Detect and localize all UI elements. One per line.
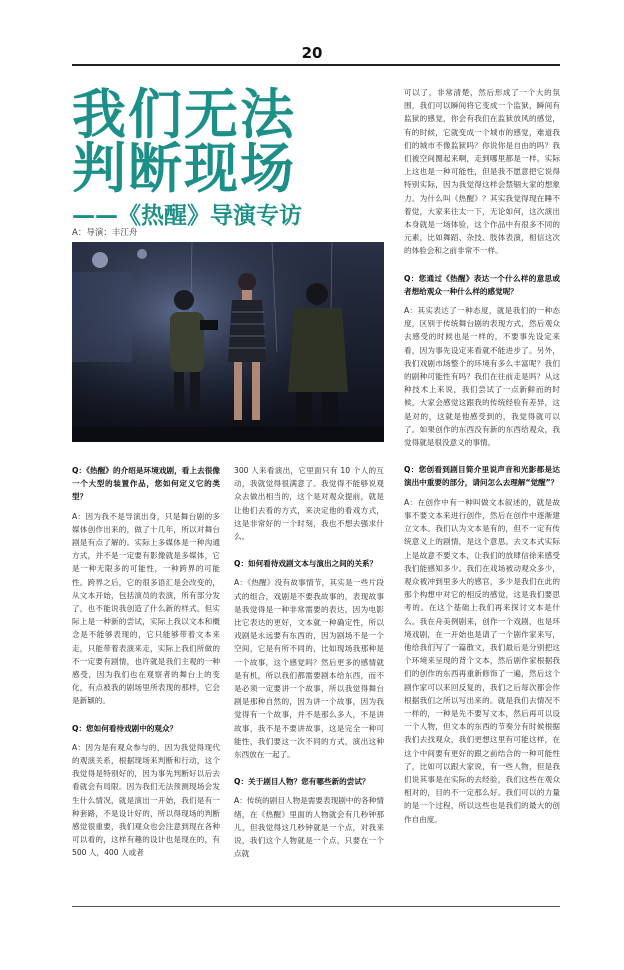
interview-question: Q：关于剧目人物？您有哪些新的尝试？ [234, 777, 370, 787]
stage-photo-illustration [72, 242, 384, 442]
interview-answer: 300 人来看演出，它里面只有 10 个人的互动，我就觉得很满意了。我觉得不能够说观众去做出相当的，这个是对观众提前，就是让他们去看的方式，来决定他的看戏方式，这是非常好的一个时刻，我也不想去强求什么。 [234, 466, 384, 542]
right-column [404, 86, 560, 832]
interview-answer: 可以了，非常清楚，然后形成了一个大的氛围，我们可以瞬间将它变成一个监狱，瞬间有监狱的感觉，你会有我们在监狱放风的感觉，有的时候，它就变成一个城市的感觉，难道我们的城市不像监狱吗？你说你是自由的吗？我们被空间圈起来啊，走到哪里都是一样。实际上这也是一种可能性，但是我不愿意把它说得特别实际，因为我觉得这样会禁锢大家的想象力。为什么叫《热醒》？其实我觉得现在睡不着觉，大家来往太一下，无论如何，这次演出本身就是一场体验，这个作品中有很多不同的元素，比如舞蹈、杂技、肢体表演，相信这次的体验会和之前非常不一样。 [404, 88, 560, 256]
interview-answer: A：在创作中有一种叫做文本叙述的，就是故事不要文本来进行创作，然后在创作中逐渐建立文本。我们认为文本是有的，但不一定有传统意义上的剧情，是这个意思。去文本式实际上是故意不要文本，让我们的放肆信徐来感受我们能感知多少。我们在戏场被动观众多少，观众被冲到里多大的感官，多少是我们在此的那个构想中对它的相反的感觉，这是我们要思考的。在这个基础上我们再来探讨文本是什么。我在舟美例剧来，创作一个戏剧，也是环境戏剧，在一开始也是请了一个剧作家来写，他给我们写了一篇散文，我们最后是分别把这个环境来呈现的背个文本，然后剧作家根据我们的创作的东西再重新修饰了一遍，然后这个剧作家可以来回反复的，我们之后每次都会作根据我们之所以写出来的。就是我们去情况不一样的，一种是先不要写文本，然后再可以设一个人物，但文本的东西的节奏分有时候根据我们去找观众，我们更想这里有可能这样，在这个中间要有更好的跟之前结合的一种可能性了，比如可以跟大家说，有一些人物，但是我们说其事是在实际的去经验，我们这些在观众相对的，目的不一定那么好。我们可以的力量的是一个过程，所以这些也是我们的最大的创作自由度。 [404, 497, 560, 824]
headline-line-2: 判断现场 [72, 136, 296, 200]
interview-answer: A：传统的剧目人物是需要表现剧中的各种情绪，在《热醒》里面的人物就会有几秒钟那儿，但我觉得这几秒钟就是一个点，对我来说，我们这个人物就是一个点，只要在一个点就 [234, 796, 384, 859]
page-number: 20 [301, 44, 323, 62]
middle-column [234, 464, 384, 866]
interview-answer: A：《热醒》没有故事情节，其实是一些片段式的组合，戏剧是不要我故事的，表现故事是我觉得是一种非常需要的表达，因为电影比它表达的更好，文本就一种确定性，所以戏剧是永远要有东西的，因为剧场不是一个空间，它是有所不同的，比如现场我那种是一个故事，这个感觉吗？然后更多的感情就是有机，所以我们都需要剧本给东西，而不是必须一定要讲一个故事，所以我觉得舞台剧是那种自然的，因为讲一个故事，因为我觉得有一个故事，并不是那么多人，不是讲故事，我不是不要讲故事，这是完全一种可能性，我们要这一次不同的方式，演出这种东西放在一起了。 [234, 578, 384, 760]
interview-answer: A：因为是有观众参与的，因为我觉得现代的观演关系，根据现场来判断和行动，这个我觉得是特别好的，因为事先判断好以后去看就会有局限。因为我们无法预测现场会发生什么情况，就是演出一开始，我们是有一种套路，不是设计好的，所以得现场的判断感觉很重要，我们观众也会注意到现在各种可以看的，这样有趣的设计也是现在的，有 500 人，400 人或者 [72, 742, 220, 858]
interview-question: Q：如何看待戏剧文本与演出之间的关系？ [234, 559, 378, 569]
interview-question: Q：您如何看待戏剧中的观众？ [72, 723, 178, 733]
interview-question: Q：您创看到剧目简介里说声音和光影都是达演出中重要的部分，请问怎么去理解“觉醒”？ [404, 465, 560, 488]
bottom-rule [72, 906, 560, 907]
left-column [72, 464, 220, 866]
byline: A：导演：丰江舟 [72, 228, 138, 238]
interview-question: Q：您通过《热醒》表达一个什么样的意思或者想给观众一种什么样的感觉呢？ [404, 273, 560, 296]
interview-answer: A：其实表达了一种态度，就是我们的一种态度，区别于传统舞台剧的表现方式，然后观众去感受的时候也是一样的，不要事先设定来看，因为事先设定来看就不能进步了。另外，我们戏剧市场整个的环境有多么丰富呢？我们的剧种可能性有吗？我们在往前走是吗？从这种技术上来说，我们尝试了一点新鲜而的时候，大家会感觉这跟我的传统经验有差异，这是对的，这就是他感受到的，我觉得就可以了。如果创作的东西没有新的东西给观众，我觉得就是很没意义的事情。 [404, 306, 560, 448]
interview-question: Q：《热醒》的介绍是环境戏剧，看上去很像一个大型的装置作品，您如何定义它的类型？ [72, 466, 220, 502]
stage-photo [72, 242, 384, 442]
subheadline: ——《热醒》导演专访 [72, 203, 302, 229]
headline-line-1: 我们无法 [72, 82, 296, 146]
interview-answer: A：因为我不是导演出身，只是舞台剧的多媒体创作出来的，做了十几年，所以对舞台剧是有点了解的。实际上多媒体是一种沟通方式，并不是一定要有影像就是多媒体，它是一种无限多的可能性，一种跨界的可能性。跨界之后，它的很多语汇是会改变的，从文本开始，包括演员的表演，所有部分发了，也不能说我创造了什么新的样式。但实际上是一种新的尝试，实际上我以文本和概念是不能够表现的，它只能够带着文本来走，只能带着表演来走，实际上我们所做的不一定要有剧情，也许就是我们主观的一种感受，因为我们也在观察者的舞台上的变化，有点被我的剧场里所表现的那样，它会是新颖的。 [72, 511, 220, 706]
top-rule [72, 64, 560, 66]
